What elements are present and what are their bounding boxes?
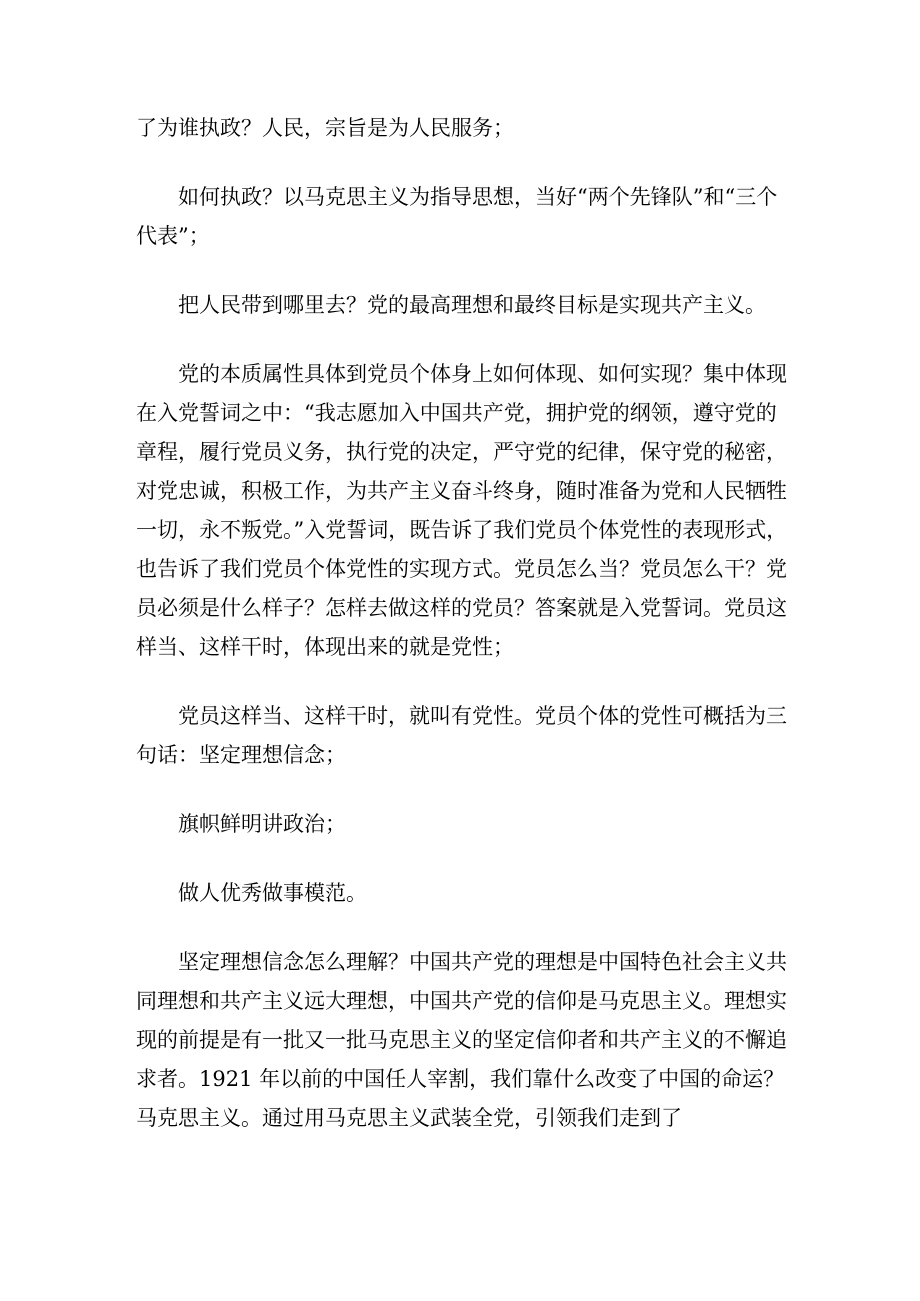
paragraph-7: 做人优秀做事模范。 (178, 881, 367, 905)
document-body (136, 109, 796, 1168)
paragraph-2: 如何执政？以马克思主义为指导思想，当好“两个先锋队”和“三个代表”； (136, 185, 778, 248)
paragraph-1: 了为谁执政？人民，宗旨是为人民服务； (136, 116, 514, 140)
paragraph-4: 党的本质属性具体到党员个体身上如何体现、如何实现？集中体现在入党誓词之中：“我志愿加入中国共产党，拥护党的纲领，遵守党的章程，履行党员义务，执行党的决定，严守党的纪律，保守党的秘密，对党忠诚，积极工作，为共产主义奋斗终身，随时准备为党和人民牺牲一切，永不叛党。”入党誓词，既告诉了我们党员个体党性的表现形式，也告诉了我们党员个体党性的实现方式。党员怎么当？党员怎么干？党员必须是什么样子？怎样去做这样的党员？答案就是入党誓词。党员这样当、这样干时，体现出来的就是党性； (136, 362, 788, 659)
paragraph-6: 旗帜鲜明讲政治； (178, 812, 346, 836)
paragraph-3: 把人民带到哪里去？党的最高理想和最终目标是实现共产主义。 (178, 293, 766, 317)
paragraph-5: 党员这样当、这样干时，就叫有党性。党员个体的党性可概括为三句话：坚定理想信念； (136, 704, 787, 767)
paragraph-8: 坚定理想信念怎么理解？中国共产党的理想是中国特色社会主义共同理想和共产主义远大理想，中国共产党的信仰是马克思主义。理想实现的前提是有一批又一批马克思主义的坚定信仰者和共产主义的不懈追求者。1921 年以前的中国任人宰割，我们靠什么改变了中国的命运？马克思主义。通过用马克思主义武装全党，引领我们走到了 (136, 950, 787, 1130)
